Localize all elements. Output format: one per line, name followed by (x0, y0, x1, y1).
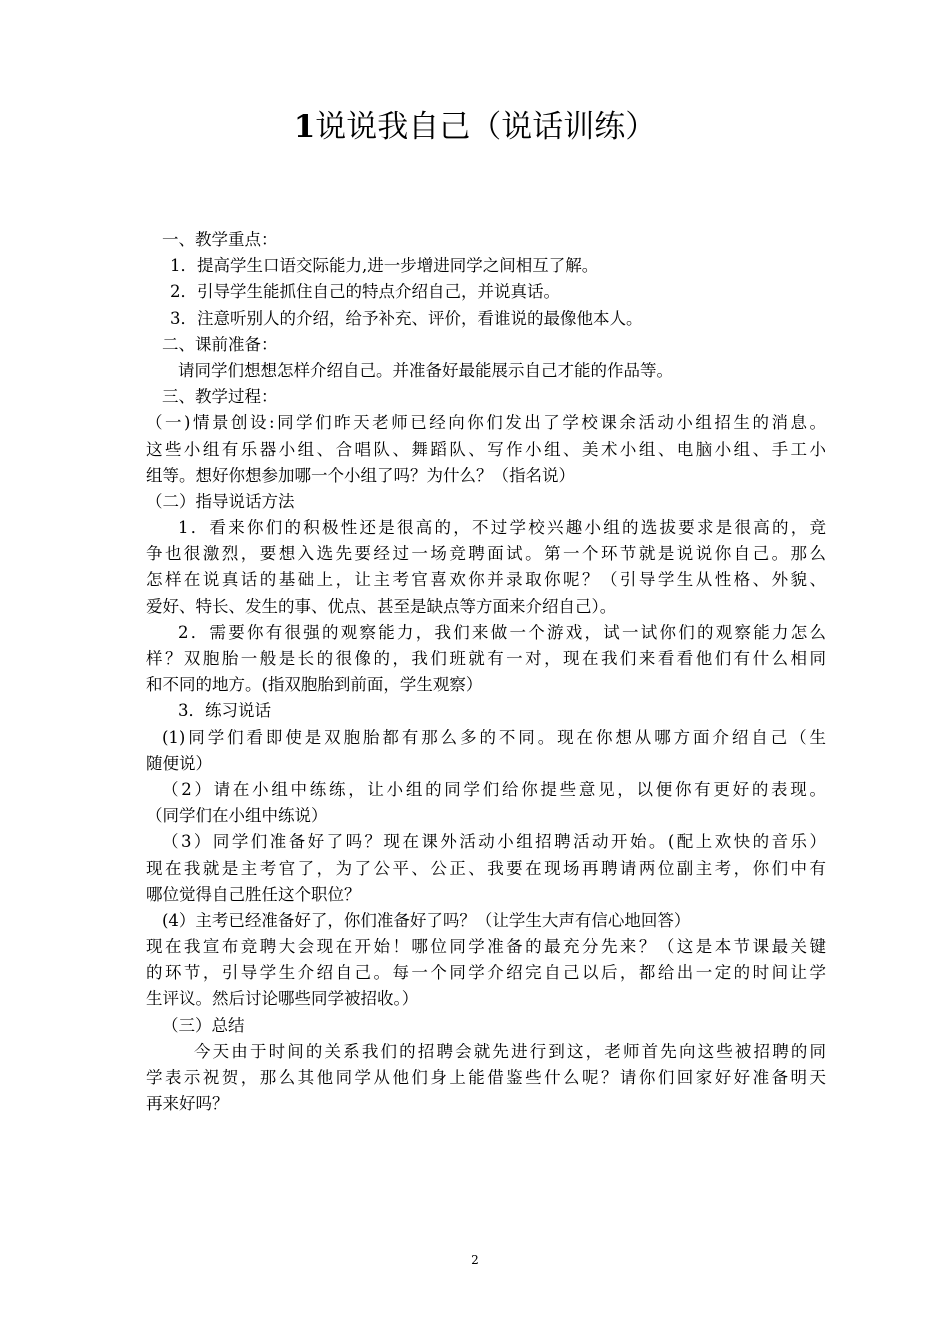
section-heading: 二、课前准备： (162, 334, 278, 354)
subsection-heading: （二）指导说话方法 (146, 491, 295, 511)
paragraph-line: 1．提高学生口语交际能力,进一步增进同学之间相互了解。 (170, 256, 599, 276)
paragraph-line: 组等。想好你想参加哪一个小组了吗？为什么？（指名说） (146, 465, 575, 485)
paragraph-line: 争也很激烈，要想入选先要经过一场竞聘面试。第一个环节就是说说你自己。那么 (146, 544, 826, 564)
paragraph-line: 2．需要你有很强的观察能力，我们来做一个游戏，试一试你们的观察能力怎么 (178, 622, 826, 642)
page-title (0, 103, 950, 151)
paragraph-line: 1．看来你们的积极性还是很高的，不过学校兴趣小组的选拔要求是很高的，竞 (178, 518, 826, 538)
title-text: 说说我自己（说话训练） (315, 109, 657, 145)
paragraph-line: 2．引导学生能抓住自己的特点介绍自己，并说真话。 (170, 282, 560, 302)
section-heading: 一、教学重点： (162, 230, 278, 249)
paragraph-line: 学表示祝贺，那么其他同学从他们身上能借鉴些什么呢？请你们回家好好准备明天 (146, 1068, 826, 1087)
paragraph-line: 请同学们想想怎样介绍自己。并准备好最能展示自己才能的作品等。 (178, 360, 673, 380)
paragraph-line: （3）同学们准备好了吗？现在课外活动小组招聘活动开始。(配上欢快的音乐） (162, 832, 826, 852)
paragraph-line: （同学们在小组中练说） (146, 806, 328, 826)
paragraph-line: （2）请在小组中练练，让小组的同学们给你提些意见，以便你有更好的表现。 (162, 779, 826, 799)
paragraph-line: （一)情景创设:同学们昨天老师已经向你们发出了学校课余活动小组招生的消息。 (146, 413, 826, 433)
paragraph-line: 哪位觉得自己胜任这个职位？ (146, 884, 361, 904)
document-body (146, 227, 826, 1117)
paragraph-line: 现在我就是主考官了，为了公平、公正、我要在现场再聘请两位副主考，你们中有 (146, 858, 826, 878)
paragraph-line: 今天由于时间的关系我们的招聘会就先进行到这，老师首先向这些被招聘的同 (194, 1041, 826, 1061)
paragraph-line: 生评议。然后讨论哪些同学被招收。） (146, 989, 419, 1009)
paragraph-line: 怎样在说真话的基础上，让主考官喜欢你并录取你呢？（引导学生从性格、外貌、 (146, 570, 826, 590)
paragraph-line: 的环节，引导学生介绍自己。每一个同学介绍完自己以后，都给出一定的时间让学 (146, 963, 826, 983)
title-number: 1 (293, 109, 316, 145)
paragraph-line: 再来好吗？ (146, 1094, 229, 1114)
page-number: 2 (471, 1253, 479, 1267)
paragraph-line: 随便说） (146, 753, 212, 773)
paragraph-line: 和不同的地方。(指双胞胎到前面，学生观察） (146, 675, 483, 695)
paragraph-line: 爱好、特长、发生的事、优点、甚至是缺点等方面来介绍自己）。 (146, 596, 617, 616)
paragraph-line: 这些小组有乐器小组、合唱队、舞蹈队、写作小组、美术小组、电脑小组、手工小 (146, 439, 826, 459)
subsection-heading: （三）总结 (162, 1015, 245, 1035)
paragraph-line: (1)同学们看即使是双胞胎都有那么多的不同。现在你想从哪方面介绍自己（生 (162, 727, 826, 747)
paragraph-line: 3．注意听别人的介绍，给予补充、评价，看谁说的最像他本人。 (170, 308, 643, 328)
paragraph-line: 样？双胞胎一般是长的很像的，我们班就有一对，现在我们来看看他们有什么相同 (146, 649, 826, 668)
section-heading: 三、教学过程： (162, 387, 278, 407)
subsection-heading: 3．练习说话 (178, 701, 271, 721)
paragraph-line: (4）主考已经准备好了，你们准备好了吗？（让学生大声有信心地回答） (162, 910, 691, 930)
paragraph-line: 现在我宣布竞聘大会现在开始！哪位同学准备的最充分先来？（这是本节课最关键 (146, 937, 826, 957)
